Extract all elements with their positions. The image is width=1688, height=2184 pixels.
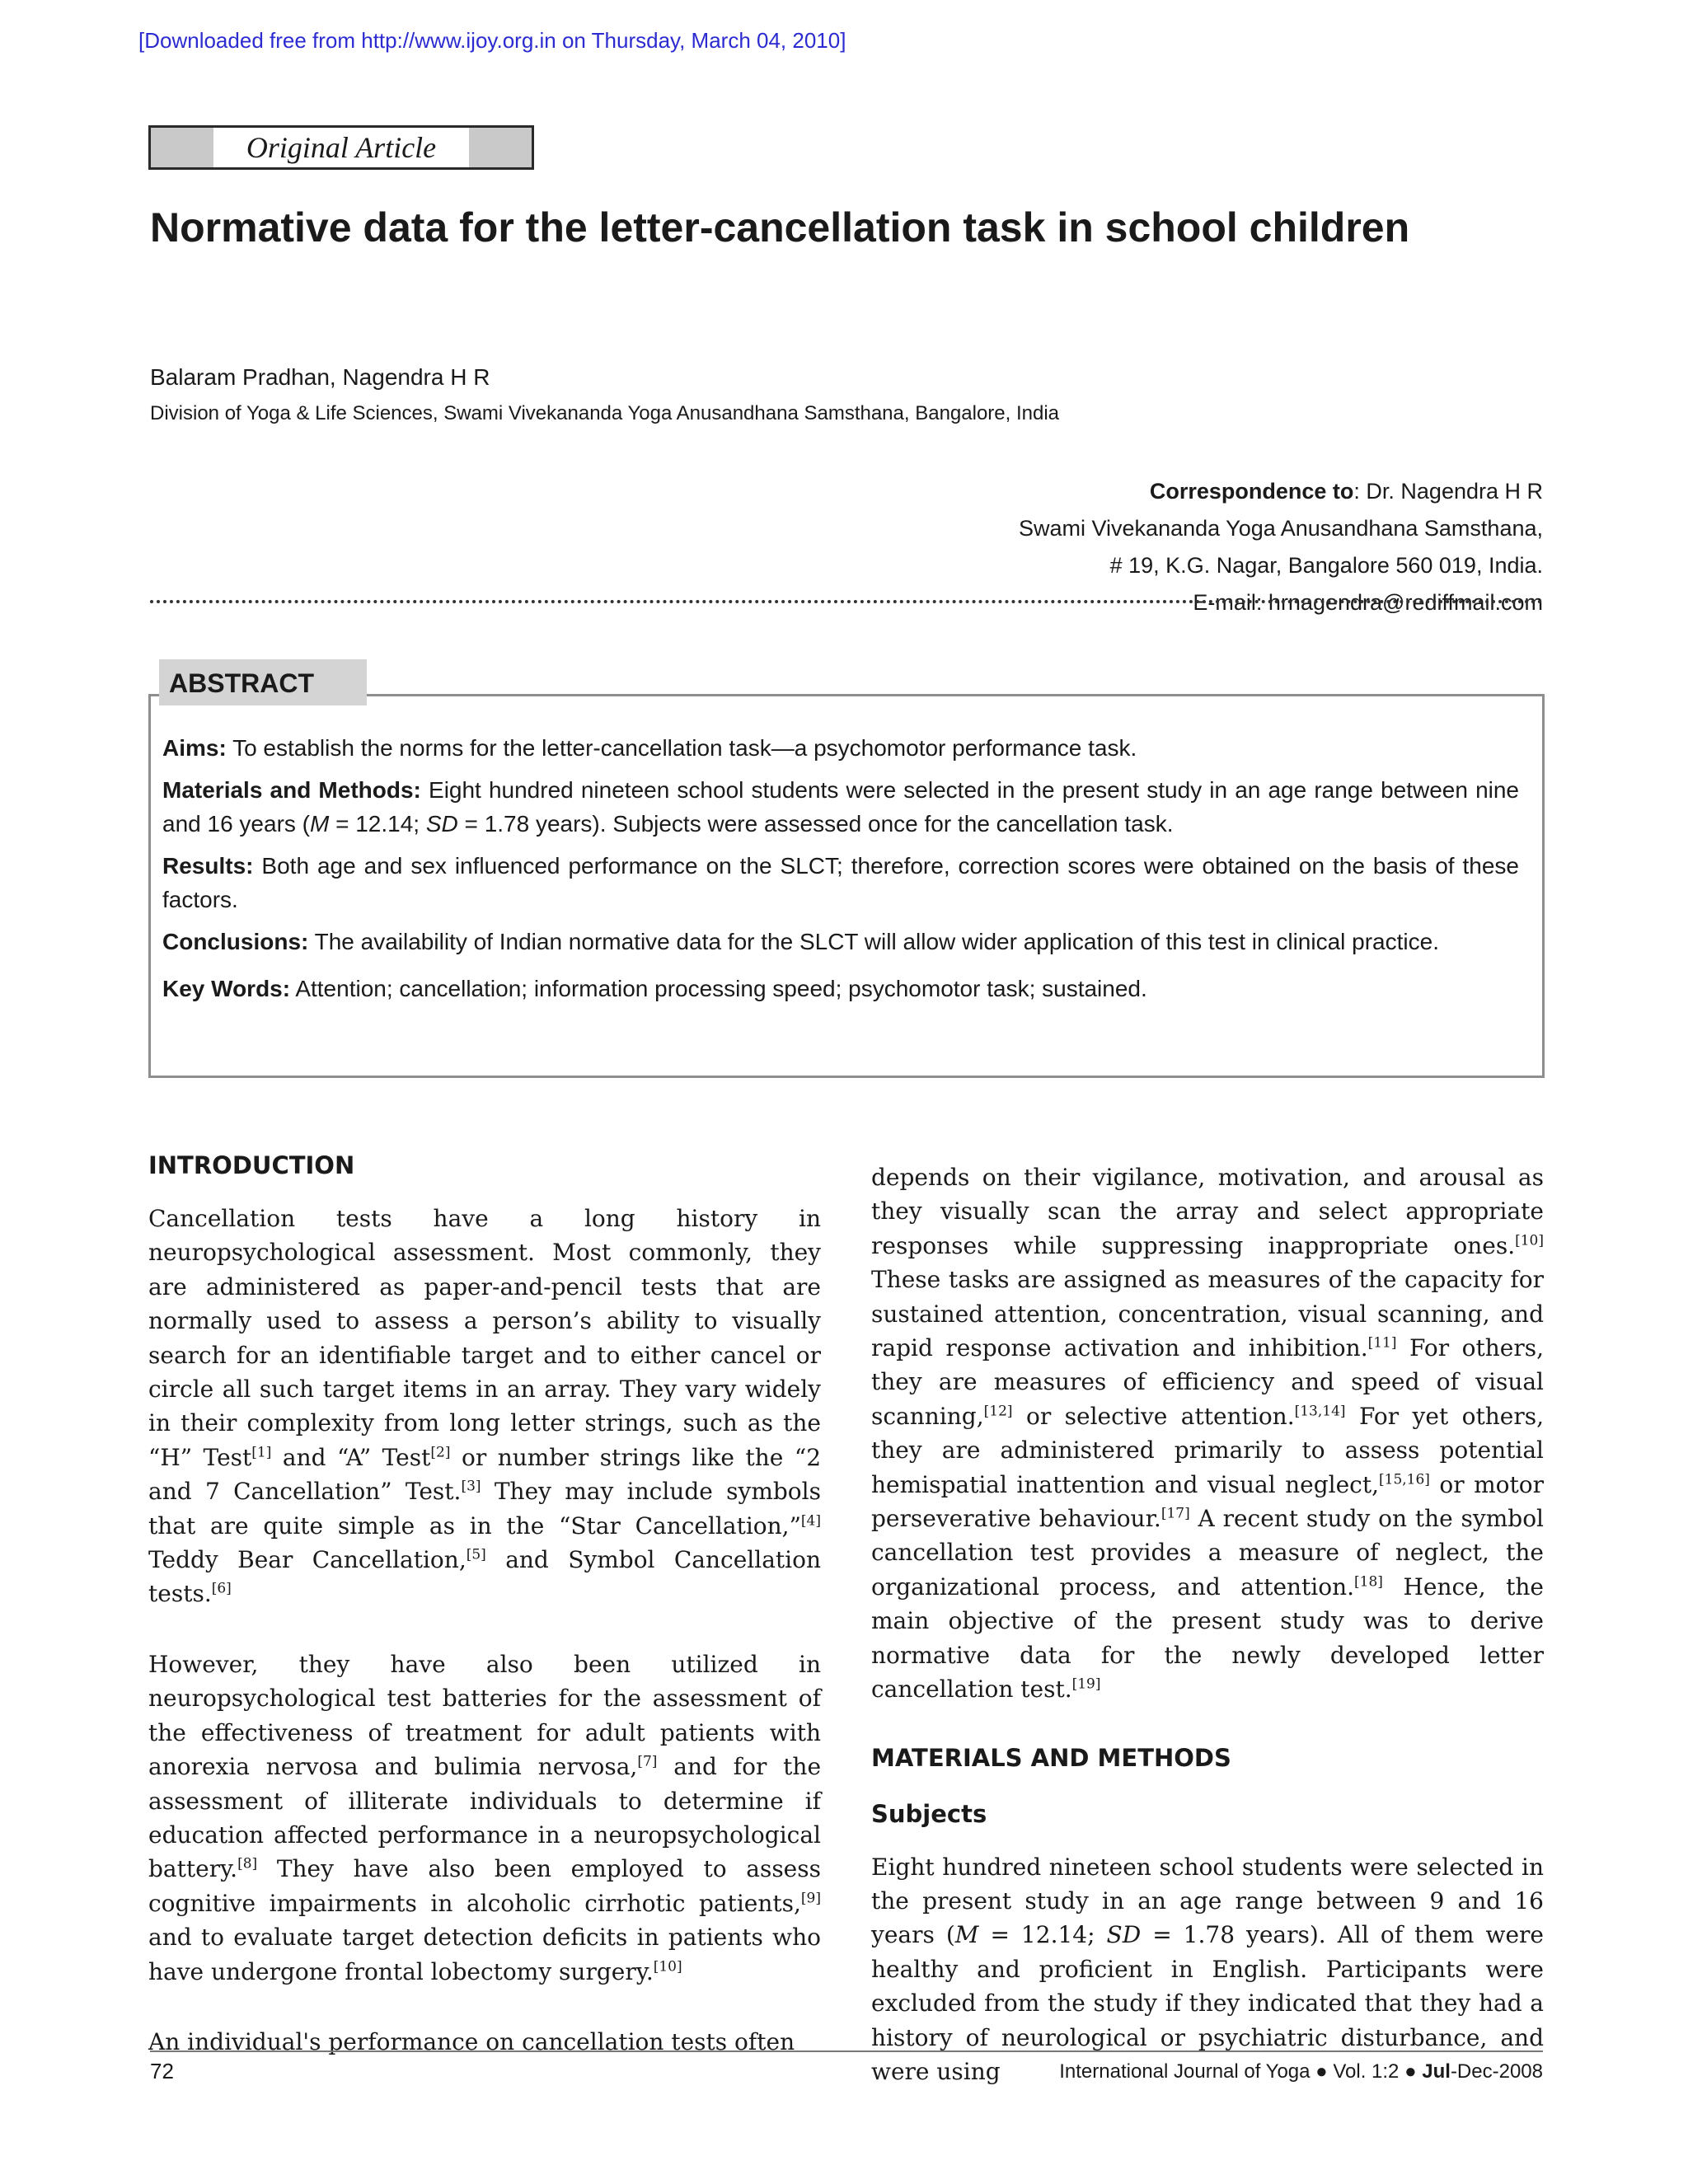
introduction-heading: INTRODUCTION bbox=[148, 1151, 355, 1179]
paragraph-text: For others, they are measures of efficiency and speed of visual scanning, bbox=[871, 1334, 1544, 1430]
subjects-paragraph bbox=[871, 1850, 1544, 2089]
methods-heading: MATERIALS AND METHODS bbox=[871, 1743, 1231, 1772]
citation: [19] bbox=[1071, 1675, 1101, 1693]
citation: [18] bbox=[1354, 1573, 1383, 1591]
journal-volume: Vol. 1:2 bbox=[1333, 2060, 1400, 2083]
paragraph-text: and “A” Test bbox=[271, 1443, 431, 1471]
citation: [1] bbox=[251, 1444, 272, 1461]
paragraph-text: For yet others, they are administered primarily to assess potential hemispatial inattention and visual neglect, bbox=[871, 1402, 1544, 1498]
citation: [6] bbox=[211, 1581, 232, 1598]
mean-symbol: M bbox=[954, 1921, 979, 1949]
correspondence-name: : Dr. Nagendra H R bbox=[1353, 479, 1543, 504]
mean-symbol: M bbox=[310, 811, 330, 837]
paragraph-text: and for the assessment of illiterate individuals to determine if education affected performance in a neuropsychological battery. bbox=[148, 1753, 822, 1883]
footer-divider bbox=[150, 2050, 1543, 2052]
paragraph-text: or number strings like the “2 and 7 Cancellation” Test. bbox=[148, 1443, 822, 1506]
correspondence-address-1: Swami Vivekananda Yoga Anusandhana Samsthana, bbox=[1019, 516, 1543, 541]
aims-label: Aims: bbox=[162, 735, 227, 761]
abstract-methods bbox=[162, 773, 1519, 841]
issue-period: -Dec-2008 bbox=[1450, 2060, 1543, 2083]
abstract-results bbox=[162, 849, 1519, 916]
citation: [9] bbox=[800, 1890, 821, 1907]
aims-text: To establish the norms for the letter-cancellation task—a psychomotor performance task. bbox=[232, 735, 1137, 761]
correspondence-block bbox=[1019, 473, 1543, 621]
paragraph-text: They may include symbols that are quite simple as in the “Star Cancellation,” bbox=[148, 1478, 821, 1540]
sd-symbol: SD bbox=[425, 811, 458, 837]
methods-text: = 12.14; bbox=[329, 811, 426, 837]
methods-label: Materials and Methods: bbox=[162, 777, 421, 803]
results-label: Results: bbox=[162, 853, 254, 879]
methods-text: Eight hundred nineteen school students were selected in the present study in an age range between nine and 16 years ( bbox=[162, 777, 1520, 837]
article-title: Normative data for the letter-cancellation task in school children bbox=[150, 204, 1410, 251]
bullet-separator: ● bbox=[1310, 2060, 1334, 2083]
paragraph-text: Hence, the main objective of the present study was to derive normative data for the newly developed letter cancellation test. bbox=[871, 1572, 1544, 1704]
intro-paragraph-3-cont bbox=[871, 1160, 1544, 1707]
dotted-divider bbox=[150, 600, 1543, 603]
abstract-box bbox=[148, 694, 1545, 1078]
correspondence-address-2: # 19, K.G. Nagar, Bangalore 560 019, India. bbox=[1109, 553, 1543, 578]
authors: Balaram Pradhan, Nagendra H R bbox=[150, 364, 490, 390]
citation: [11] bbox=[1367, 1334, 1397, 1352]
correspondence-name-line bbox=[1019, 473, 1543, 510]
citation: [7] bbox=[637, 1753, 658, 1770]
citation: [2] bbox=[430, 1444, 451, 1461]
citation: [8] bbox=[237, 1855, 258, 1872]
paragraph-text: Teddy Bear Cancellation, bbox=[148, 1546, 467, 1574]
keywords-label: Key Words: bbox=[162, 976, 291, 1001]
intro-paragraph-3-start: An individual's performance on cancellation tests often bbox=[148, 2027, 795, 2055]
citation: [10] bbox=[1515, 1232, 1544, 1249]
left-column bbox=[148, 1149, 821, 2059]
citation: [10] bbox=[653, 1958, 682, 1975]
conclusions-label: Conclusions: bbox=[162, 929, 309, 954]
citation: [3] bbox=[461, 1478, 481, 1495]
abstract-conclusions bbox=[162, 925, 1519, 958]
correspondence-label: Correspondence to bbox=[1149, 479, 1354, 504]
citation: [4] bbox=[800, 1512, 821, 1530]
abstract-keywords bbox=[162, 972, 1519, 1005]
journal-reference bbox=[1059, 2060, 1543, 2083]
page-number: 72 bbox=[150, 2059, 174, 2083]
paragraph-text: and Symbol Cancellation tests. bbox=[148, 1546, 821, 1608]
subjects-heading: Subjects bbox=[871, 1799, 987, 1828]
intro-paragraph-2 bbox=[148, 1647, 821, 1989]
paragraph-text: and to evaluate target detection deficits in patients who have undergone frontal lobectomy surgery. bbox=[148, 1924, 821, 1985]
citation: [17] bbox=[1160, 1505, 1190, 1522]
abstract-heading: ABSTRACT bbox=[159, 659, 367, 705]
journal-name: International Journal of Yoga bbox=[1059, 2060, 1311, 2083]
abstract-aims bbox=[162, 731, 1519, 765]
article-type-badge bbox=[148, 125, 534, 170]
sd-symbol: SD bbox=[1106, 1921, 1142, 1949]
correspondence-email: E-mail: hrnagendra@rediffmail.com bbox=[1193, 590, 1543, 615]
bullet-separator: ● bbox=[1399, 2060, 1423, 2083]
paragraph-text: These tasks are assigned as measures of the capacity for sustained attention, concentration, visual scanning, and rapid response activation and inhibition. bbox=[871, 1266, 1544, 1362]
paragraph-text: or motor perseverative behaviour. bbox=[871, 1470, 1544, 1533]
paragraph-text: = 1.78 years). All of them were healthy and proficient in English. Participants were excluded from the study if they indicated that they had a history of neurological or psychiatric disturbance, and were using bbox=[871, 1921, 1544, 2085]
paragraph-text: However, they have also been utilized in neuropsychological test batteries for the assessment of the effectiveness of treatment for adult patients with anorexia nervosa and bulimia nervosa, bbox=[148, 1650, 821, 1781]
citation: [12] bbox=[983, 1403, 1013, 1420]
paragraph-text: A recent study on the symbol cancellation test provides a measure of neglect, the organizational process, and attention. bbox=[871, 1505, 1545, 1601]
right-column bbox=[871, 1160, 1544, 2088]
citation: [13,14] bbox=[1294, 1403, 1346, 1420]
download-note: [Downloaded free from http://www.ijoy.org.in on Thursday, March 04, 2010] bbox=[138, 28, 846, 53]
issue-month: Jul bbox=[1422, 2060, 1451, 2083]
citation: [15,16] bbox=[1379, 1471, 1430, 1488]
results-text: Both age and sex influenced performance on the SLCT; therefore, correction scores were obtained on the basis of these factors. bbox=[162, 853, 1519, 912]
intro-paragraph-1 bbox=[148, 1202, 821, 1611]
keywords-text: Attention; cancellation; information processing speed; psychomotor task; sustained. bbox=[295, 976, 1147, 1001]
paragraph-text: depends on their vigilance, motivation, and arousal as they visually scan the array and select appropriate responses while suppressing inappropriate ones. bbox=[871, 1164, 1544, 1259]
conclusions-text: The availability of Indian normative data for the SLCT will allow wider application of this test in clinical practice. bbox=[314, 929, 1439, 954]
methods-text: = 1.78 years). Subjects were assessed once for the cancellation task. bbox=[457, 811, 1174, 837]
citation: [5] bbox=[466, 1546, 486, 1563]
paragraph-text: = 12.14; bbox=[978, 1921, 1107, 1949]
paragraph-text: Cancellation tests have a long history in neuropsychological assessment. Most commonly, they are administered as paper-and-pencil tests that are normally used to assess a person’s ability to visually search for an identifiable target and to either cancel or circle all such target items in an array. They vary widely in their complexity from long letter strings, such as the “H” Test bbox=[148, 1205, 821, 1471]
article-type-label: Original Article bbox=[213, 128, 469, 167]
paragraph-text: They have also been employed to assess cognitive impairments in alcoholic cirrhotic patients, bbox=[148, 1855, 821, 1917]
paragraph-text: or selective attention. bbox=[1012, 1402, 1295, 1430]
paragraph-text: Eight hundred nineteen school students were selected in the present study in an age range between 9 and 16 years ( bbox=[871, 1853, 1544, 1949]
affiliation: Division of Yoga & Life Sciences, Swami Vivekananda Yoga Anusandhana Samsthana, Bangalore, India bbox=[150, 402, 1060, 424]
